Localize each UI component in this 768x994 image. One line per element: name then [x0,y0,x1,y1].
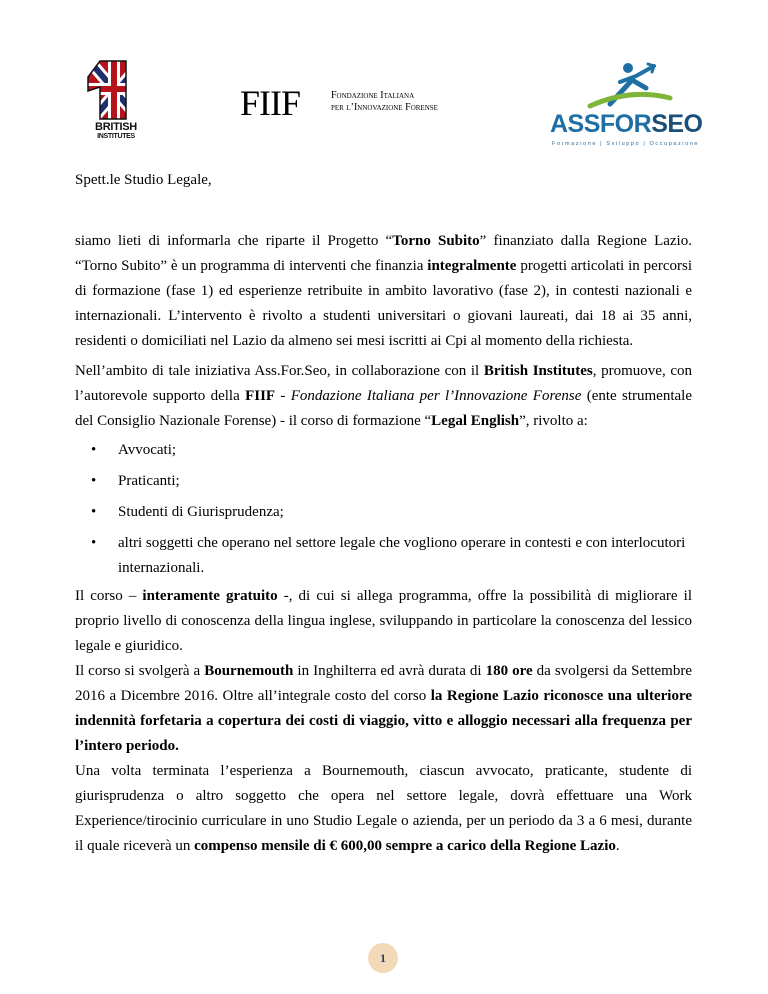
p3-text-2: -, di cui si allega programma, offre la possibilità di migliorare il proprio livello di conoscenza della lingua inglese, sviluppando in particolare la conoscenza del lessico legale e giuridico. [75,588,692,654]
location-bold: Bournemouth [204,663,294,679]
fiif-full-name: Fondazione Italiana per l’Innovazione Forense [290,388,582,404]
salutation: Spett.le Studio Legale, [75,172,212,188]
assforseo-figure-icon [550,58,710,110]
paragraph-initiative [75,359,692,434]
p4-text-2: in Inghilterra ed avrà durata di [293,663,486,679]
p2-text-1: Nell’ambito di tale iniziativa Ass.For.Seo, in collaborazione con il [75,363,484,379]
audience-list [75,438,692,587]
institutes-text: INSTITUTES [97,133,135,140]
paragraph-intro [75,229,692,354]
p2-text-2: , promuove, con l’autorevole supporto della [75,363,693,404]
paragraph-location [75,659,692,759]
p1-text-1: siamo lieti di informarla che riparte il Progetto “ [75,233,393,249]
free-course-bold: interamente gratuito [142,588,278,604]
list-item: • Studenti di Giurisprudenza; [75,500,692,525]
british-text: BRITISH [95,121,137,133]
p4-text-3: da svolgersi da Settembre 2016 a Dicembre 2016. Oltre all’integrale costo del corso [75,663,692,704]
course-name: Legal English [431,413,520,429]
list-item: • altri soggetti che operano nel settore legale che vogliono operare in contesti e con interlocutori internazionali. [75,531,692,581]
hours-bold: 180 ore [485,663,533,679]
fiif-name [331,90,438,114]
p5-text-1: Una volta terminata l’esperienza a Bournemouth, ciascun avvocato, praticante, studente di giurisprudenza o altro soggetto che opera nel settore legale, dovrà effettuare una Work Experience/tirocinio curriculare in uno Studio Legale o azienda, per un periodo da 3 a 6 mesi, durante il quale riceverà un [75,763,692,854]
p1-text-2: ” finanziato dalla Regione Lazio. “Torno Subito” è un programma di interventi che finanzia [75,233,692,274]
list-item: • Praticanti; [75,469,692,494]
british-institutes-name: British Institutes [483,363,593,379]
p3-text-1: Il corso – [75,588,143,604]
p1-bold-integralmente: integralmente [427,258,517,274]
p2-text-5: ”, rivolto a: [519,413,588,429]
fiif-name-line1: Fondazione Italiana [331,90,415,101]
fiif-mark: FIIF [240,83,301,123]
fiif-name-bold: FIIF [245,388,276,404]
p2-text-3: - [275,388,291,404]
assforseo-wordmark-part2: SEO [651,110,703,138]
p5-text-2: . [615,838,620,854]
fiif-name-line2: per l’Innovazione Forense [331,102,438,113]
paragraph-course [75,584,692,659]
project-name: Torno Subito [392,233,480,249]
british-institutes-logo [86,57,146,145]
page-number: 1 [368,943,398,973]
allowance-bold: la Regione Lazio riconosce una ulteriore indennità forfetaria a copertura dei costi di viaggio, vitto e alloggio necessari alla frequenza per l’intero periodo. [75,688,692,754]
p2-text-4: (ente strumentale del Consiglio Nazionale Forense) - il corso di formazione “ [75,388,692,429]
compensation-bold: compenso mensile di € 600,00 sempre a carico della Regione Lazio [194,838,616,854]
assforseo-wordmark [550,110,710,139]
assforseo-tagline: Formazione | Sviluppo | Occupazione [552,141,700,147]
list-item: • Avvocati; [75,438,692,463]
p4-text-1: Il corso si svolgerà a [75,663,205,679]
assforseo-wordmark-part1: ASSFOR [550,110,652,138]
paragraph-work-experience [75,759,692,859]
p1-text-3: progetti articolati in percorsi di formazione (fase 1) ed esperienze retribuite in ambito lavorativo (fase 2), in contesti nazionali e internazionali. L’intervento è rivolto a studenti universitari o giovani laureati, dai 18 ai 35 anni, residenti o domiciliati nel Lazio da almeno sei mesi iscritti ai Cpi al momento della richiesta. [75,258,692,349]
assforseo-logo [550,58,710,148]
